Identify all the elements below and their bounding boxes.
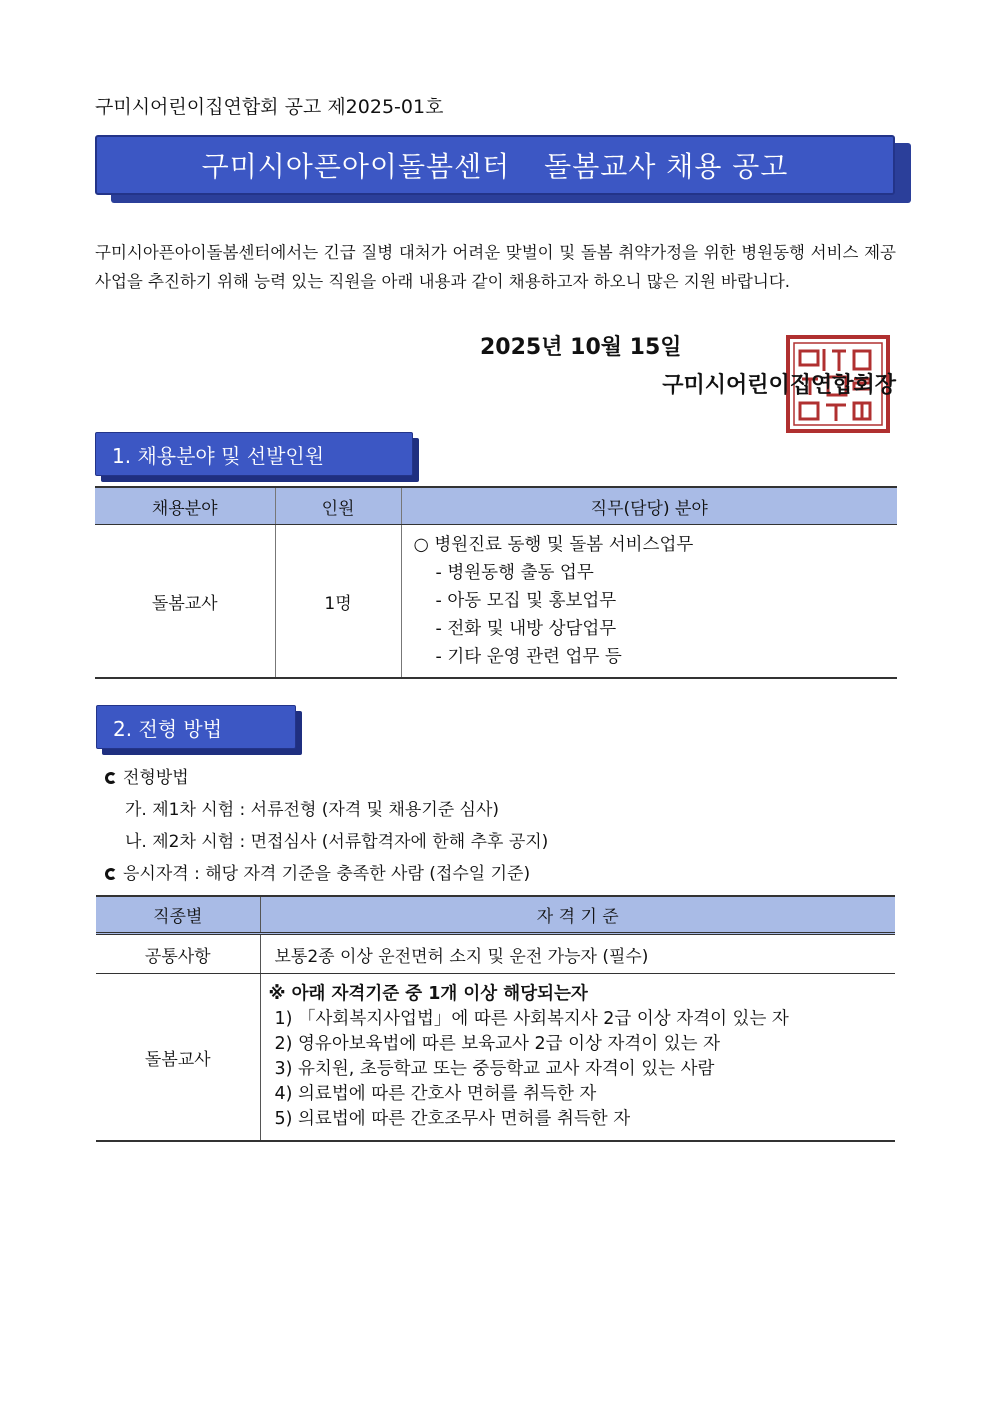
table-row bbox=[96, 934, 895, 974]
qualification-table bbox=[96, 895, 895, 1142]
duty-item: - 아동 모집 및 홍보업무 bbox=[435, 591, 617, 611]
recruit-count: 1명 bbox=[275, 525, 401, 679]
duty-item: - 전화 및 내방 상담업무 bbox=[435, 619, 617, 639]
teacher-category: 돌봄교사 bbox=[144, 1049, 211, 1070]
title-post: 돌봄교사 채용 공고 bbox=[544, 150, 789, 183]
method-line bbox=[105, 762, 548, 794]
teacher-criteria bbox=[260, 974, 895, 1142]
section1-heading bbox=[95, 432, 413, 476]
criteria-lead: ※ 아래 자격기준 중 1개 이상 해당되는자 bbox=[268, 984, 588, 1004]
duty-list bbox=[401, 525, 897, 679]
section2-heading bbox=[96, 705, 296, 749]
table-row bbox=[95, 525, 897, 679]
bullet-icon bbox=[105, 868, 117, 880]
header-field: 채용분야 bbox=[95, 487, 275, 525]
notice-date: 2025년 10월 15일 bbox=[480, 335, 682, 360]
duty-item: - 병원동행 출동 업무 bbox=[435, 563, 594, 583]
common-category: 공통사항 bbox=[96, 934, 260, 974]
header-duty: 직무(담당) 분야 bbox=[401, 487, 897, 525]
table-row bbox=[96, 974, 895, 1142]
issuer-name: 구미시어린이집연합회장 bbox=[662, 373, 896, 398]
title-center-name: 구미시아픈아이돌봄센터 bbox=[201, 150, 511, 183]
intro-paragraph: 구미시아픈아이돌봄센터에서는 긴급 질병 대처가 어려운 맞벌이 및 돌봄 취약가정을 위한 병원동행 서비스 제공 사업을 추진하기 위해 능력 있는 직원을 아래 내용과 같이 채용하고자 하오니 많은 지원 바랍니다. bbox=[95, 243, 896, 291]
notice-number: 구미시어린이집연합회 공고 제2025-01호 bbox=[95, 96, 444, 118]
header-category: 직종별 bbox=[96, 896, 260, 934]
title-banner bbox=[95, 135, 910, 203]
common-criteria: 보통2종 이상 운전면허 소지 및 운전 가능자 (필수) bbox=[260, 934, 895, 974]
method-step: 나. 제2차 시험 : 면접심사 (서류합격자에 한해 추후 공지) bbox=[125, 832, 549, 852]
duty-item: - 기타 운영 관련 업무 등 bbox=[435, 647, 622, 667]
criteria-item: 3) 유치원, 초등학교 또는 중등학교 교사 자격이 있는 사람 bbox=[274, 1059, 715, 1079]
bullet-icon bbox=[105, 772, 117, 784]
page-title bbox=[95, 135, 895, 195]
selection-method bbox=[105, 762, 548, 890]
recruit-field: 돌봄교사 bbox=[151, 593, 218, 614]
criteria-item: 2) 영유아보육법에 따른 보육교사 2급 이상 자격이 있는 자 bbox=[274, 1034, 721, 1054]
header-count: 인원 bbox=[275, 487, 401, 525]
method-step: 가. 제1차 시험 : 서류전형 (자격 및 채용기준 심사) bbox=[125, 800, 500, 820]
criteria-item: 5) 의료법에 따른 간호조무사 면허를 취득한 자 bbox=[274, 1109, 631, 1129]
section2-heading-label: 2. 전형 방법 bbox=[96, 705, 296, 749]
qualification-line bbox=[105, 858, 548, 890]
criteria-item: 1) 「사회복지사업법」에 따른 사회복지사 2급 이상 자격이 있는 자 bbox=[274, 1009, 789, 1029]
method-label: 전형방법 bbox=[123, 768, 189, 788]
recruit-table-header bbox=[95, 487, 897, 525]
header-criteria: 자 격 기 준 bbox=[260, 896, 895, 934]
qualification-table-header bbox=[96, 896, 895, 934]
duty-main: ○ 병원진료 동행 및 돌봄 서비스업무 bbox=[413, 535, 694, 555]
criteria-item: 4) 의료법에 따른 간호사 면허를 취득한 자 bbox=[274, 1084, 597, 1104]
qualification-label: 응시자격 : 해당 자격 기준을 충족한 사람 (접수일 기준) bbox=[123, 864, 531, 884]
recruit-table bbox=[95, 486, 897, 679]
section1-heading-label: 1. 채용분야 및 선발인원 bbox=[95, 432, 413, 476]
